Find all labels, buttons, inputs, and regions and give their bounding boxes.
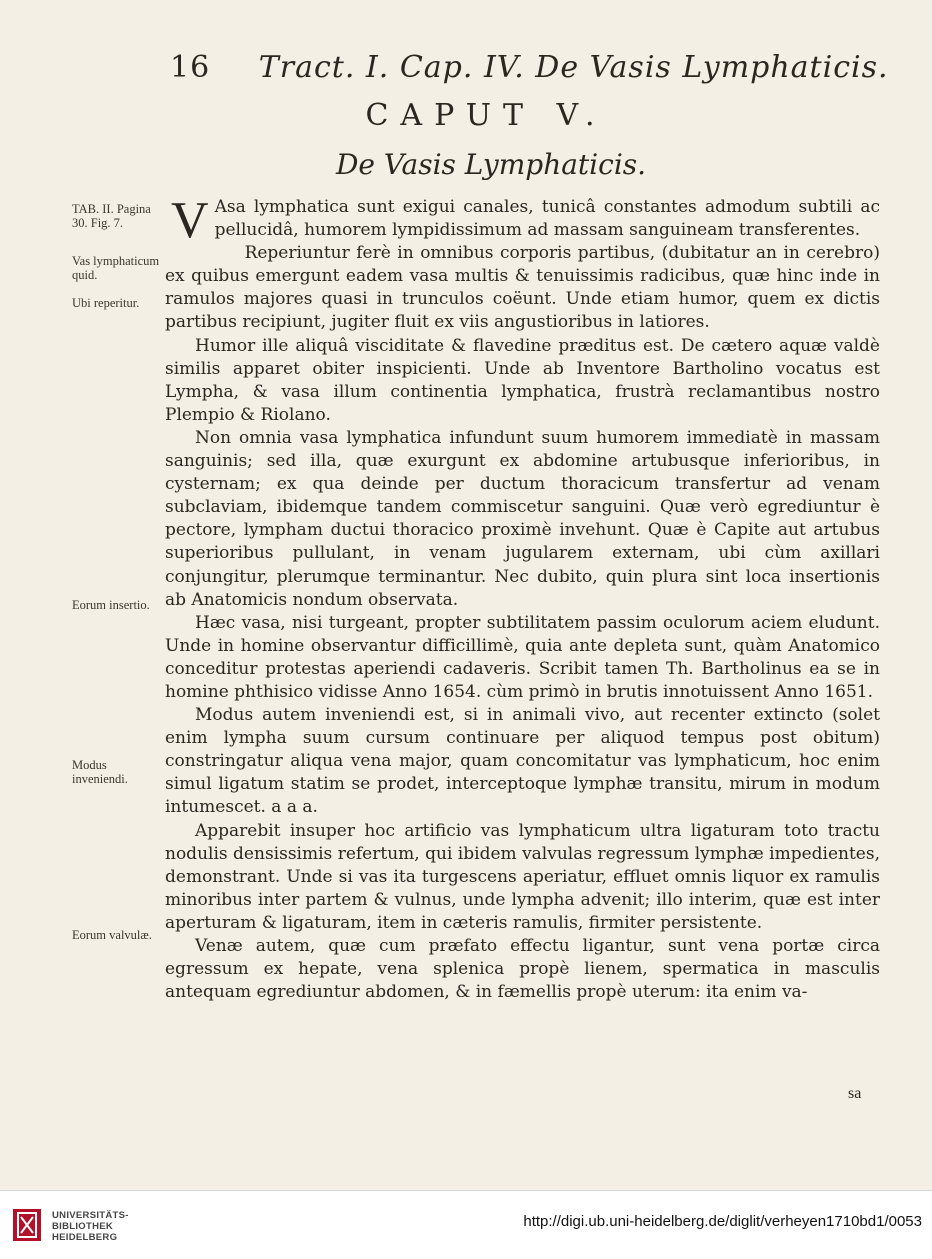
library-logo[interactable] — [12, 1202, 142, 1246]
permalink-url[interactable]: http://digi.ub.uni-heidelberg.de/diglit/verheyen1710bd1/0053 — [523, 1213, 922, 1230]
margin-note-vas-lymphaticum: Vas lymphaticum quid. — [72, 254, 160, 282]
paragraph: Hæc vasa, nisi turgeant, propter subtilitatem passim oculorum aciem eludunt. Unde in homine observantur difficillimè, quia ante depleta sunt, quàm Anatomico conceditur protestas aperiendi cadaveris. Scribit tamen Th. Bartholinus ea se in homine phthisico vidisse Anno 1654. cùm primò in brutis innotuissent Anno 1651. — [165, 612, 880, 702]
body-text — [165, 192, 880, 1004]
margin-note-insertio: Eorum insertio. — [72, 598, 150, 612]
paragraph: Reperiuntur ferè in omnibus corporis partibus, (dubitatur an in cerebro) ex quibus emergunt eadem vasa multis & tenuissimis radicibus, quæ hinc inde in ramulos majores quasi in trunculos coëunt. Unde etiam humor, quem ex dictis partibus recipiunt, jugiter fluit ex viis angustioribus in latiores. — [165, 243, 880, 333]
library-crest-icon — [12, 1208, 42, 1242]
running-title: Tract. I. Cap. IV. De Vasis Lymphaticis. — [258, 50, 889, 85]
margin-note-valvulae: Eorum valvulæ. — [72, 928, 152, 942]
catchword: sa — [848, 1085, 862, 1102]
chapter-title: CAPUT V. — [365, 98, 607, 133]
drop-cap: V — [171, 192, 209, 249]
margin-note-modus: Modus inveniendi. — [72, 758, 128, 786]
paragraph: Humor ille aliquâ visciditate & flavedine præditus est. De cætero aquæ valdè similis apparet obiter inspicienti. Unde ab Inventore Bartholino vocatus est Lympha, & vasa illum continentia lymphatica, frustrà reclamantibus nostro Plempio & Riolano. — [165, 335, 880, 425]
running-header — [170, 50, 889, 94]
paragraph-text: Asa lymphatica sunt exigui canales, tunicâ constantes admodum subtili ac pellucidâ, humorem lympidissimum ad massam sanguineam transferentes. — [214, 197, 880, 241]
viewer-footer — [0, 1190, 932, 1259]
paragraph — [165, 192, 880, 249]
paragraph: Venæ autem, quæ cum præfato effectu ligantur, sunt vena portæ circa egressum ex hepate, vena splenica propè lienem, spermatica in masculis antequam egrediuntur abdomen, & in fæmellis propè uterum: ita enim va- — [165, 936, 880, 1003]
margin-note-tab: TAB. II. Pagina 30. Fig. 7. — [72, 202, 151, 230]
paragraph: Non omnia vasa lymphatica infundunt suum humorem immediatè in massam sanguinis; sed illa, quæ exurgunt ex abdomine artubusque inferioribus, in cysternam; ex qua deinde per ductum thoracicum transfertur ad venam subclaviam, ibidemque tandem commiscetur sanguini. Quæ verò egrediuntur è pectore, lympham ductui thoracico proximè invehunt. Quæ è Capite aut artubus superioribus pullulant, in venam jugularem externam, ubi cùm axillari conjungitur, plerumque terminantur. Nec dubito, quin plura sint loca insertionis ab Anatomicis nondum observata. — [165, 427, 880, 610]
paragraph: Modus autem inveniendi est, si in animali vivo, aut recenter extincto (solet enim lympha suum cursum continuare per aliquod tempus post obitum) constringatur aliqua vena major, quam concomitatur vas lymphaticum, hoc enim simul ligatum statim se prodet, interceptoque lymphæ transitu, mirum in modum intumescet. a a a. — [165, 705, 880, 818]
page-number: 16 — [170, 50, 211, 85]
library-logo-text: UNIVERSITÄTS- BIBLIOTHEK HEIDELBERG — [52, 1210, 129, 1243]
chapter-subtitle: De Vasis Lymphaticis. — [335, 148, 647, 181]
paragraph: Apparebit insuper hoc artificio vas lymphaticum ultra ligaturam toto tractu nodulis densissimis refertum, qui ibidem valvulas regressum lymphæ impedientes, demonstrant. Unde si vas ita turgescens aperiatur, effluet omnis liquor ex ramulis minoribus inter partem & vulnus, unde lympha advenit; illo interim, quæ est inter aperturam & ligaturam, item in cæteris ramulis, firmiter persistente. — [165, 820, 880, 933]
margin-note-ubi-reperitur: Ubi reperitur. — [72, 296, 140, 310]
